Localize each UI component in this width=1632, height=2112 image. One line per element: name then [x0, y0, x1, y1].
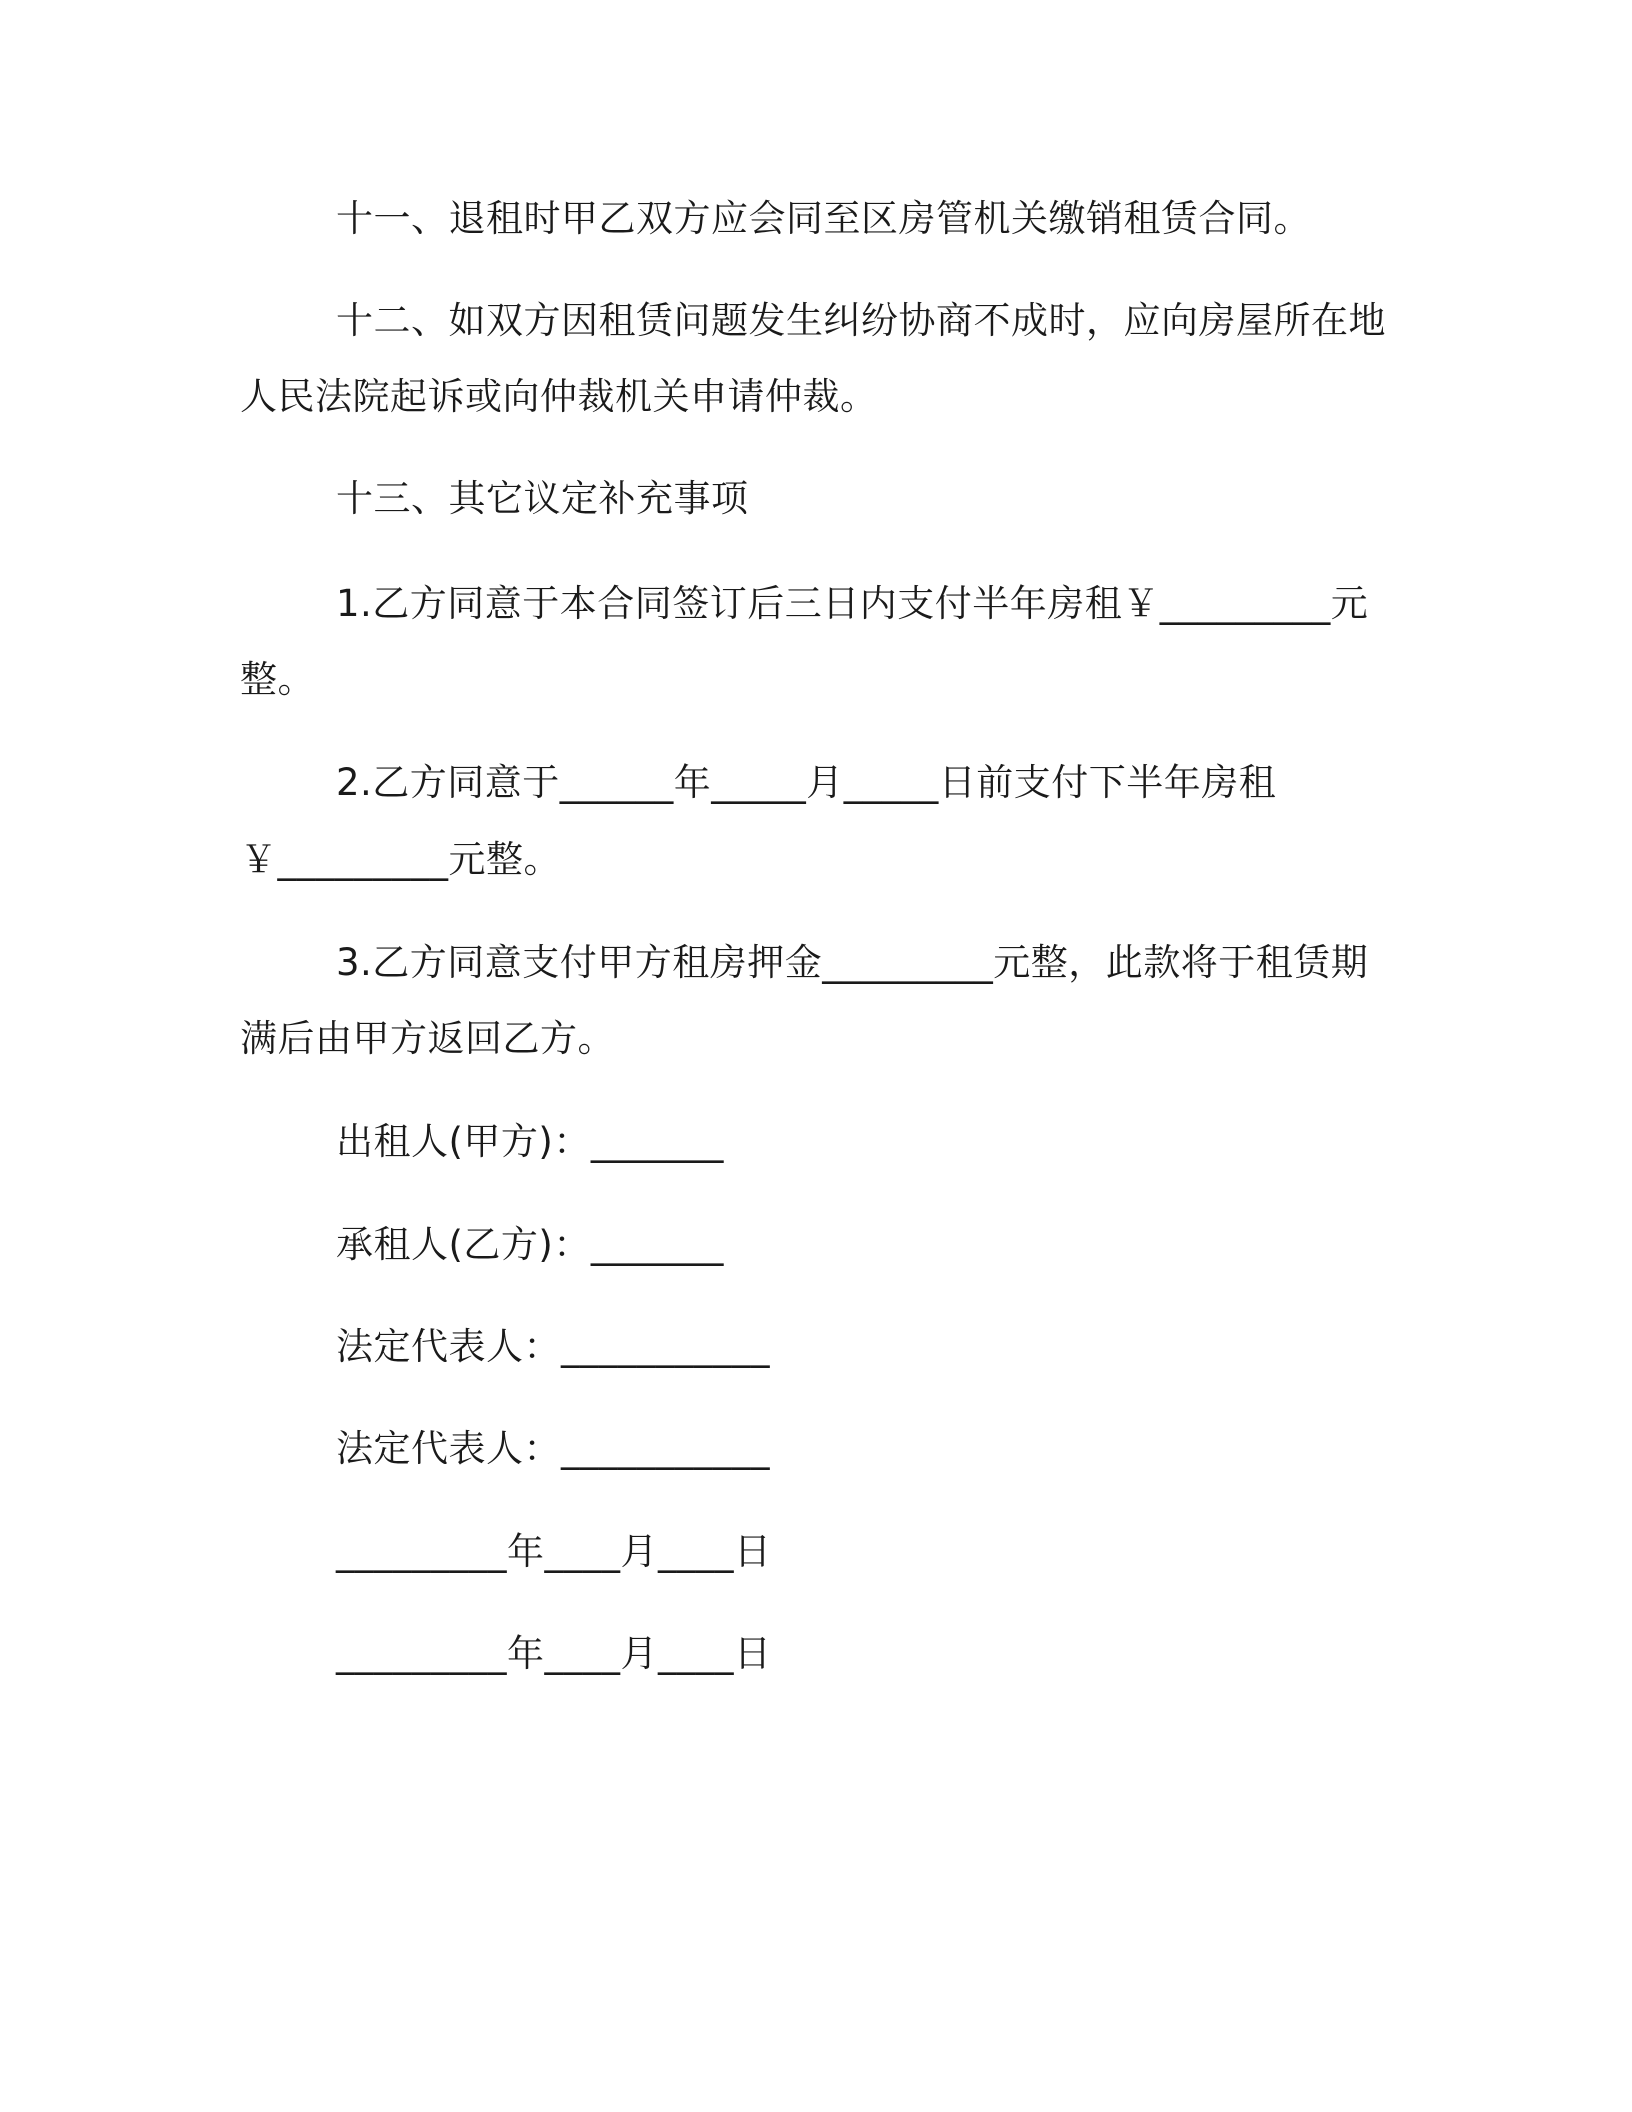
clause-13: 十三、其它议定补充事项: [336, 477, 749, 520]
legal-representative-2: 法定代表人：___________: [336, 1427, 770, 1470]
item-3-line1: 3.乙方同意支付甲方租房押金_________元整，此款将于租赁期: [336, 941, 1369, 984]
clause-12-line2: 人民法院起诉或向仲裁机关申请仲裁。: [240, 375, 878, 418]
item-3-line2: 满后由甲方返回乙方。: [240, 1017, 615, 1060]
item-2-line1: 2.乙方同意于______年_____月_____日前支付下半年房租: [336, 761, 1277, 804]
item-2-line2: ￥_________元整。: [240, 838, 561, 881]
clause-11: 十一、退租时甲乙双方应会同至区房管机关缴销租赁合同。: [336, 197, 1311, 240]
item-1-line2: 整。: [240, 658, 315, 701]
legal-representative-1: 法定代表人：___________: [336, 1325, 770, 1368]
lessor-signature: 出租人(甲方)：_______: [336, 1120, 724, 1163]
lessee-signature: 承租人(乙方)：_______: [336, 1223, 724, 1266]
clause-12-line1: 十二、如双方因租赁问题发生纠纷协商不成时，应向房屋所在地: [336, 299, 1386, 342]
signing-date-1: _________年____月____日: [336, 1530, 772, 1573]
signing-date-2: _________年____月____日: [336, 1632, 772, 1675]
item-1-line1: 1.乙方同意于本合同签订后三日内支付半年房租￥_________元: [336, 582, 1369, 625]
